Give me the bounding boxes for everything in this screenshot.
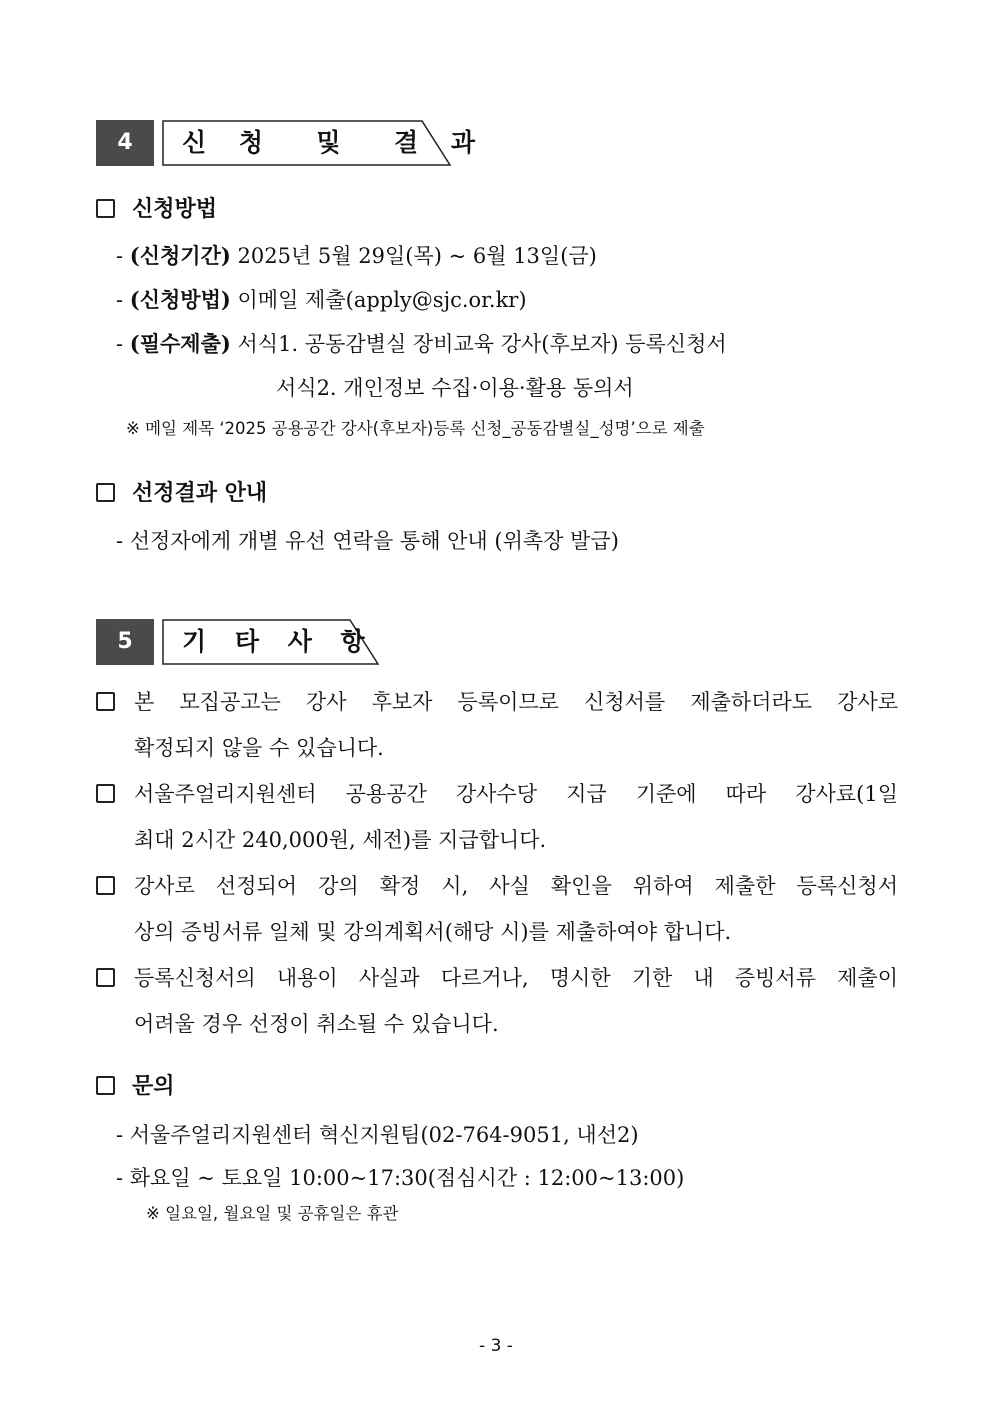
apply-method-heading: 신청방법 — [132, 196, 218, 222]
checkbox-icon — [96, 876, 115, 895]
etc-item-2-line2: 최대 2시간 240,000원, 세전)를 지급합니다. — [134, 828, 547, 852]
inquiry-contact: - 서울주얼리지원센터 혁신지원팀(02-764-9051, 내선2) — [116, 1123, 639, 1147]
checkbox-icon — [96, 483, 115, 502]
section-title: 신 청 및 결 과 — [182, 128, 487, 157]
checkbox-icon — [96, 1076, 115, 1095]
apply-item-method — [116, 285, 527, 315]
value: 서식1. 공동감별실 장비교육 강사(후보자) 등록신청서 — [237, 332, 727, 356]
inquiry-heading: 문의 — [132, 1073, 175, 1099]
apply-note: ※ 메일 제목 ‘2025 공용공간 강사(후보자)등록 신청_공동감별실_성명’으로 제출 — [126, 419, 705, 438]
checkbox-icon — [96, 784, 115, 803]
etc-item-4-line1: 등록신청서의 내용이 사실과 다르거나, 명시한 기한 내 증빙서류 제출이 — [134, 966, 898, 990]
section-title: 기 타 사 항 — [182, 627, 375, 656]
result-item: - 선정자에게 개별 유선 연락을 통해 안내 (위촉장 발급) — [116, 529, 619, 553]
dash: - — [116, 332, 124, 356]
label: (필수제출) — [129, 331, 231, 356]
checkbox-icon — [96, 968, 115, 987]
apply-item-period — [116, 241, 597, 271]
dash: - — [116, 288, 124, 312]
etc-item-3-line2: 상의 증빙서류 일체 및 강의계획서(해당 시)를 제출하여야 합니다. — [134, 920, 732, 944]
result-heading: 선정결과 안내 — [132, 480, 268, 506]
etc-item-4-line2: 어려울 경우 선정이 취소될 수 있습니다. — [134, 1012, 499, 1036]
inquiry-note: ※ 일요일, 월요일 및 공휴일은 휴관 — [146, 1204, 399, 1223]
etc-item-3-line1: 강사로 선정되어 강의 확정 시, 사실 확인을 위하여 제출한 등록신청서 — [134, 874, 898, 898]
section-5-header — [96, 619, 396, 665]
etc-item-1-line1: 본 모집공고는 강사 후보자 등록이므로 신청서를 제출하더라도 강사로 — [134, 690, 898, 714]
checkbox-icon — [96, 199, 115, 218]
value: 이메일 제출(apply@sjc.or.kr) — [237, 288, 527, 312]
label: (신청방법) — [129, 287, 231, 312]
apply-required-form-2: 서식2. 개인정보 수집·이용·활용 동의서 — [276, 376, 634, 400]
value: 2025년 5월 29일(목) ~ 6월 13일(금) — [237, 244, 597, 268]
apply-item-required — [116, 329, 727, 359]
dash: - — [116, 244, 124, 268]
checkbox-icon — [96, 692, 115, 711]
etc-item-2-line1: 서울주얼리지원센터 공용공간 강사수당 지급 기준에 따라 강사료(1일 — [134, 782, 898, 806]
label: (신청기간) — [129, 243, 231, 268]
etc-item-1-line2: 확정되지 않을 수 있습니다. — [134, 736, 384, 760]
page-number: - 3 - — [479, 1336, 513, 1356]
section-number: 5 — [96, 619, 154, 665]
section-number: 4 — [96, 120, 154, 166]
inquiry-hours: - 화요일 ~ 토요일 10:00~17:30(점심시간 : 12:00~13:00) — [116, 1166, 685, 1190]
section-4-header — [96, 120, 487, 166]
